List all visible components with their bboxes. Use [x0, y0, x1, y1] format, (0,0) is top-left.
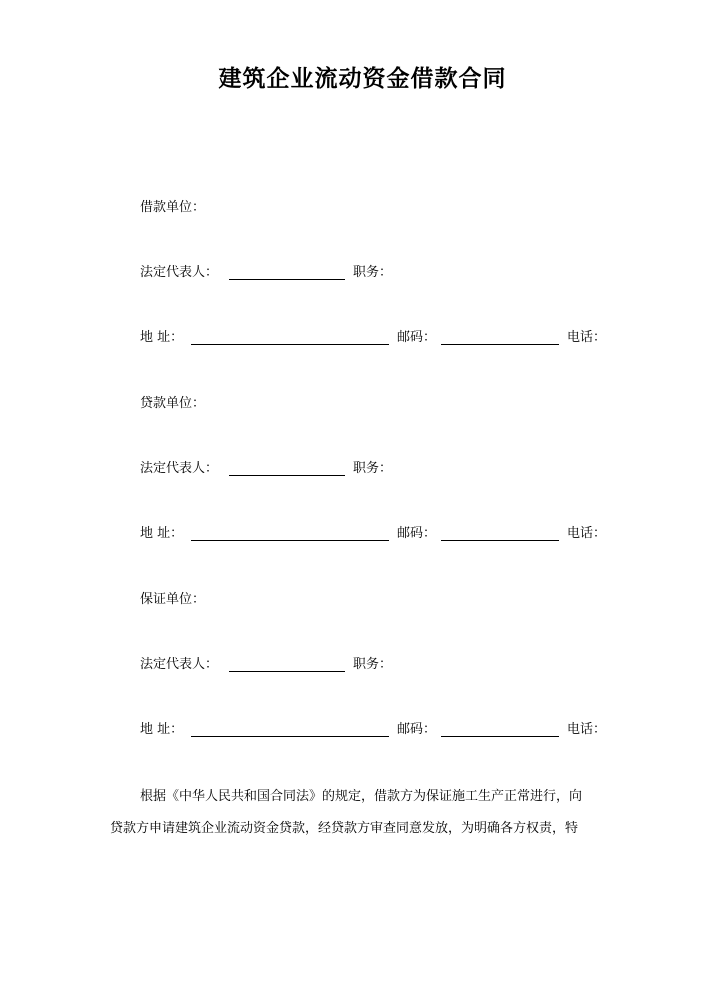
- borrower-phone-label: 电话：: [567, 330, 607, 345]
- lender-phone-label: 电话：: [567, 526, 607, 541]
- borrower-unit-label: 借款单位：: [140, 200, 206, 215]
- borrower-rep-blank[interactable]: [229, 279, 345, 280]
- lender-rep-label: 法定代表人：: [140, 461, 219, 476]
- lender-postcode-blank[interactable]: [441, 540, 559, 541]
- borrower-postcode-blank[interactable]: [441, 344, 559, 345]
- guarantor-postcode-label: 邮码：: [397, 722, 437, 737]
- lender-rep-blank[interactable]: [229, 475, 345, 476]
- guarantor-rep-label: 法定代表人：: [140, 657, 219, 672]
- lender-postcode-label: 邮码：: [397, 526, 437, 541]
- lender-unit-label: 贷款单位：: [140, 396, 206, 411]
- guarantor-unit-label: 保证单位：: [140, 592, 206, 607]
- guarantor-rep-blank[interactable]: [229, 671, 345, 672]
- borrower-postcode-label: 邮码：: [397, 330, 437, 345]
- borrower-position-label: 职务：: [353, 265, 393, 280]
- guarantor-postcode-blank[interactable]: [441, 736, 559, 737]
- guarantor-address-blank[interactable]: [191, 736, 389, 737]
- borrower-address-label: 地 址：: [140, 330, 184, 345]
- guarantor-position-label: 职务：: [353, 657, 393, 672]
- borrower-rep-label: 法定代表人：: [140, 265, 219, 280]
- document-title: 建筑企业流动资金借款合同: [218, 66, 507, 92]
- lender-address-blank[interactable]: [191, 540, 389, 541]
- guarantor-address-label: 地 址：: [140, 722, 184, 737]
- lender-address-label: 地 址：: [140, 526, 184, 541]
- guarantor-phone-label: 电话：: [567, 722, 607, 737]
- lender-position-label: 职务：: [353, 461, 393, 476]
- body-paragraph-line-1: 根据《中华人民共和国合同法》的规定，借款方为保证施工生产正常进行，向: [140, 789, 583, 804]
- borrower-address-blank[interactable]: [191, 344, 389, 345]
- body-paragraph-line-2: 贷款方申请建筑企业流动资金贷款，经贷款方审查同意发放，为明确各方权责，特: [110, 821, 579, 836]
